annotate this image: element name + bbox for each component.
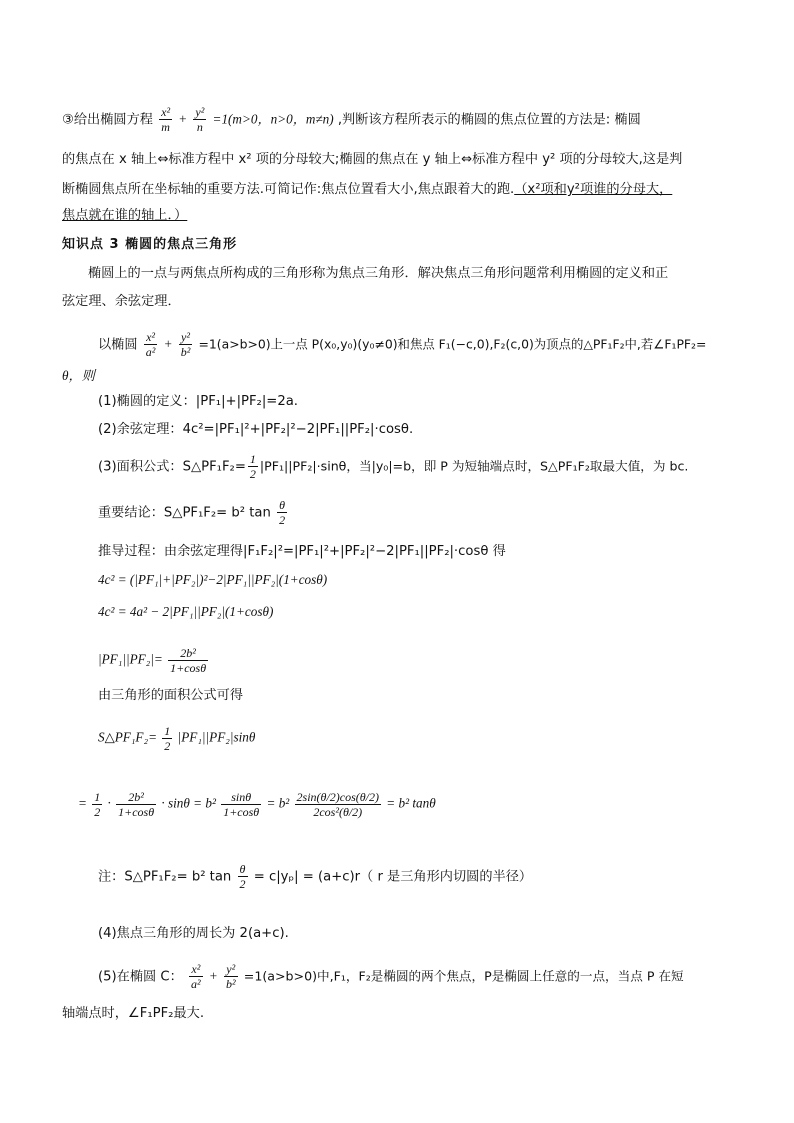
item-4-perimeter: (4)焦点三角形的周长为 2(a+c). bbox=[98, 926, 289, 941]
equation-condition: =1(m>0，n>0，m≠n) bbox=[212, 111, 334, 127]
derivation-eq-1: 4c² = (|PF₁|+|PF₂|)²−2|PF₁||PF₂|(1+cosθ) bbox=[98, 572, 328, 587]
item-5-line-2: 轴端点时，∠F₁PF₂最大. bbox=[62, 1006, 205, 1021]
setup-line-2: θ，则 bbox=[62, 368, 95, 383]
fraction-one-half: $\frac{1}{2}$ bbox=[249, 452, 256, 481]
ellipse-focus-line-1: ③给出椭圆方程 $\frac{\text{x²}}{m}$ + $\frac{\text{y²}}{n}$ =1(m>0，n>0，m≠n) ,判断该方程所表示的椭圆的焦点位置的方法是: 椭圆 bbox=[62, 105, 641, 134]
item5-fraction-y2-b2: $\frac{\text{y²}}{\text{b²}}$ bbox=[225, 962, 236, 991]
intro-line-1: 椭圆上的一点与两焦点所构成的三角形称为焦点三角形．解决焦点三角形问题常利用椭圆的定义和正 bbox=[88, 266, 669, 281]
ellipse-focus-line-4: 焦点就在谁的轴上．） bbox=[62, 208, 188, 223]
note-line: 注：S△PF₁F₂= b² tan $\frac{\theta}{2}$ = c|yₚ| = (a+c)r（ r 是三角形内切圆的半径） bbox=[98, 862, 533, 891]
intro-line-2: 弦定理、余弦定理． bbox=[62, 294, 181, 309]
ellipse-focus-line-2: 的焦点在 x 轴上⇔标准方程中 x² 项的分母较大;椭圆的焦点在 y 轴上⇔标准方程中 y² 项的分母较大,这是判 bbox=[62, 152, 683, 167]
by-area-formula: 由三角形的面积公式可得 bbox=[98, 688, 244, 703]
setup-rest: =1(a>b>0)上一点 P(x₀,y₀)(y₀≠0)和焦点 F₁(−c,0),F₂(c,0)为顶点的△PF₁F₂中,若∠F₁PF₂= bbox=[198, 336, 707, 352]
item5-fraction-x2-a2: $\frac{\text{x²}}{\text{a²}}$ bbox=[191, 962, 201, 991]
item-1-definition: (1)椭圆的定义：|PF₁|+|PF₂|=2a. bbox=[98, 394, 298, 409]
section-heading: 知识点 3 椭圆的焦点三角形 bbox=[62, 237, 238, 252]
fraction-y2-over-n: $\frac{\text{y²}}{n}$ bbox=[195, 105, 205, 134]
underlined-note: （x²项和y²项谁的分母大， bbox=[514, 182, 673, 197]
item-5-max-angle: (5)在椭圆 C： $\frac{\text{x²}}{\text{a²}}$ + $\frac{\text{y²}}{\text{b²}}$ =1(a>b>0)中,F₁，F₂是椭圆的两个焦点，P是椭圆上任意的一点，当点 P 在短 bbox=[98, 962, 684, 991]
ellipse-focus-line-3: 断椭圆焦点所在坐标轴的重要方法.可简记作:焦点位置看大小,焦点跟着大的跑.（x²项和y²项谁的分母大， bbox=[62, 182, 673, 197]
chain-fraction-half-angle: $\frac{2\sin(\theta/2)\cos(\theta/2)}{\text{2cos²(θ/2)}}$ bbox=[296, 790, 379, 819]
fraction-2b2-over-1pluscos: $\frac{\text{2b²}}{1+\cos\theta}$ bbox=[170, 646, 207, 675]
fraction-theta-over-2: $\frac{\theta}{2}$ bbox=[279, 498, 286, 527]
derivation-lead: 推导过程：由余弦定理得|F₁F₂|²=|PF₁|²+|PF₂|²−2|PF₁||PF₂|·cosθ 得 bbox=[98, 544, 506, 559]
important-conclusion: 重要结论：S△PF₁F₂= b² tan $\frac{\theta}{2}$ bbox=[98, 498, 286, 527]
method-text: ,判断该方程所表示的椭圆的焦点位置的方法是: 椭圆 bbox=[337, 112, 641, 128]
circled-3-lead: ③给出椭圆方程 bbox=[62, 112, 153, 128]
item-3-area-formula: (3)面积公式：S△PF₁F₂= $\frac{1}{2}$ |PF₁||PF₂|·sinθ，当|y₀|=b，即 P 为短轴端点时，S△PF₁F₂取最大值，为 bc. bbox=[98, 452, 689, 481]
derivation-eq-3: |PF₁||PF₂|= $\frac{\text{2b²}}{1+\cos\theta}$ bbox=[98, 646, 207, 675]
fraction-x2-over-m: $\frac{\text{x²}}{m}$ bbox=[161, 105, 171, 134]
area-expression: S△PF₁F₂= $\frac{1}{2}$ |PF₁||PF₂|sinθ bbox=[98, 724, 256, 753]
fraction-area-half: $\frac{1}{2}$ bbox=[164, 724, 171, 753]
setup-line-1: 以椭圆 $\frac{\text{x²}}{\text{a²}}$ + $\frac{\text{y²}}{\text{b²}}$ =1(a>b>0)上一点 P(x₀,y₀)(y₀≠0)和焦点 F₁(−c,0),F₂(c,0)为顶点的△PF₁F₂中,若∠F₁PF₂= bbox=[98, 330, 707, 359]
note-fraction-theta-2: $\frac{\theta}{2}$ bbox=[239, 862, 246, 891]
derivation-eq-2: 4c² = 4a² − 2|PF₁||PF₂|(1+cosθ) bbox=[98, 604, 274, 619]
chain-fraction-sin: $\frac{\sin\theta}{1+\cos\theta}$ bbox=[223, 790, 260, 819]
fraction-x2-a2: $\frac{\text{x²}}{\text{a²}}$ bbox=[145, 330, 156, 359]
area-derivation-chain: = $\frac{1}{2}$ · $\frac{\text{2b²}}{1+\cos\theta}$ · sinθ = b² $\frac{\sin\theta}{1+\cos\theta}$ = b² $\frac{2\sin(\theta/2)\cos(\theta/2)}{\text{2cos²(θ/2)}}$ = b² tanθ bbox=[78, 790, 436, 819]
chain-fraction-2b2: $\frac{\text{2b²}}{1+\cos\theta}$ bbox=[118, 790, 155, 819]
item-2-cosine-law: (2)余弦定理：4c²=|PF₁|²+|PF₂|²−2|PF₁||PF₂|·cosθ. bbox=[98, 422, 414, 437]
chain-fraction-half: $\frac{1}{2}$ bbox=[94, 790, 101, 819]
fraction-y2-b2: $\frac{\text{y²}}{\text{b²}}$ bbox=[180, 330, 191, 359]
